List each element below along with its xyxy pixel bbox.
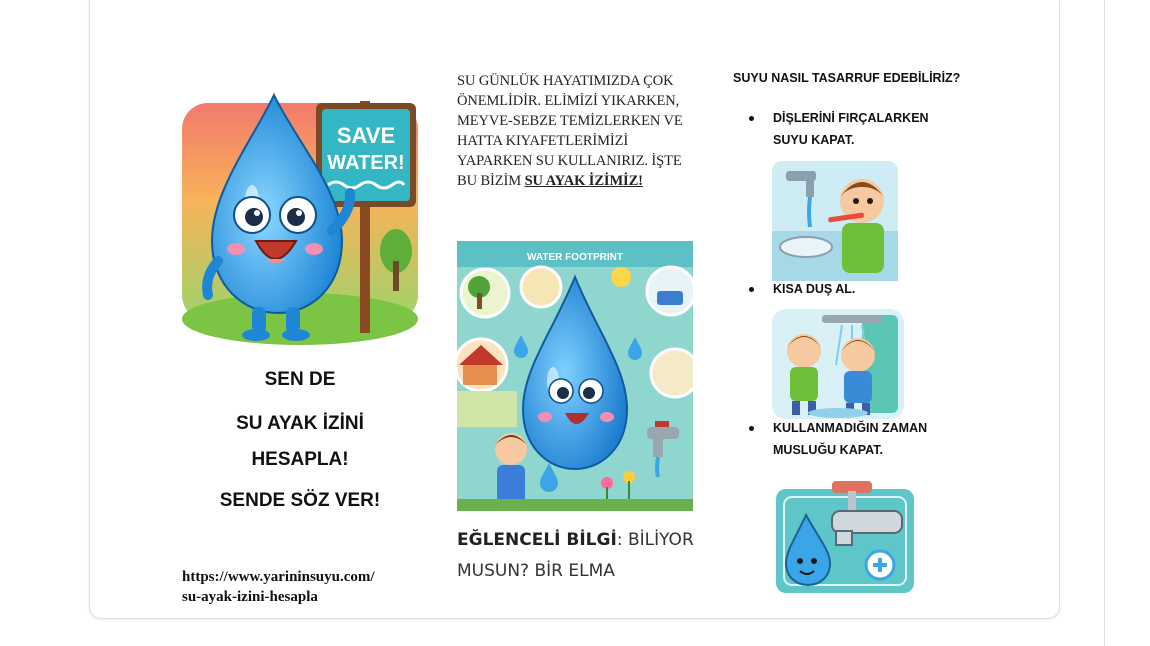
tip-text-1: DİŞLERİNİ FIRÇALARKEN SUYU KAPAT. (773, 111, 929, 147)
water-footprint-poster (457, 241, 693, 511)
bullet-icon (749, 287, 754, 292)
intro-paragraph (457, 71, 697, 191)
fun-fact-text: : BİLİYOR MUSUN? BİR ELMA (457, 530, 694, 581)
fun-fact (457, 525, 697, 587)
slogan-line-3: HESAPLA! (251, 449, 349, 470)
save-water-illustration (182, 81, 418, 349)
url-line-2: su-ayak-izini-hesapla (182, 589, 318, 605)
brushing-teeth-illustration (772, 161, 898, 281)
bullet-icon (749, 116, 754, 121)
tip-item-2 (752, 278, 952, 300)
slogan-line-4: SENDE SÖZ VER! (219, 490, 381, 511)
slogan-line-2: SU AYAK İZİNİ (236, 413, 364, 434)
tip-text-3: KULLANMADIĞIN ZAMAN MUSLUĞU KAPAT. (773, 421, 928, 457)
intro-text: SU GÜNLÜK HAYATIMIZDA ÇOK ÖNEMLİDİR. ELİMİZİ YIKARKEN, MEYVE-SEBZE TEMİZLERKEN VE HATTA KIYAFETLERİMİZİ YAPARKEN SU KULLANIRIZ. İŞTE BU BİZİM (457, 73, 683, 189)
tip-item-3 (752, 417, 952, 461)
slogan-line-1: SEN DE (264, 369, 336, 390)
tip-text-2: KISA DUŞ AL. (773, 282, 856, 296)
tips-title: SUYU NASIL TASARRUF EDEBİLİRİZ? (733, 71, 961, 85)
poster-title: WATER FOOTPRINT (527, 252, 623, 263)
content-card (89, 0, 1060, 619)
sign-word-2: WATER! (327, 152, 405, 174)
sign-word-1: SAVE (336, 123, 396, 148)
bullet-icon (749, 426, 754, 431)
short-shower-illustration (772, 309, 904, 419)
faucet-drop-illustration (772, 475, 917, 597)
tip-item-1 (752, 107, 952, 151)
page-divider (1104, 0, 1105, 646)
calculator-link[interactable] (182, 567, 422, 607)
fun-fact-label: EĞLENCELİ BİLGİ (457, 530, 617, 550)
water-footprint-link[interactable]: SU AYAK İZİMİZ! (524, 173, 643, 189)
url-line-1: https://www.yarininsuyu.com/ (182, 569, 375, 585)
